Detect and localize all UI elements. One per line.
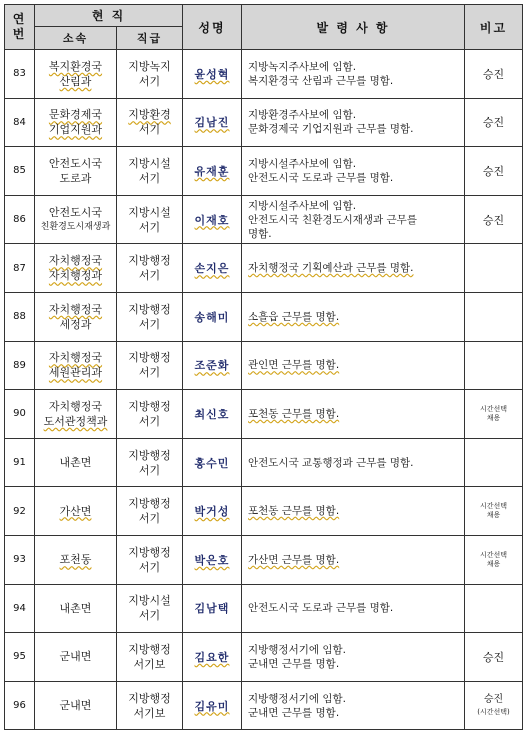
note-cell — [465, 244, 523, 293]
dept-cell: 문화경제국 기업지원과 — [35, 98, 117, 147]
table-row — [5, 195, 523, 244]
note-cell: 승진 — [465, 147, 523, 196]
dept-cell: 군내면 — [35, 633, 117, 682]
grade-cell: 지방시설 서기 — [117, 584, 183, 633]
detail-cell: 소흘읍 근무를 명함. — [242, 292, 465, 341]
row-number: 95 — [5, 633, 35, 682]
appointment-table — [4, 4, 523, 730]
table-row — [5, 341, 523, 390]
note-cell: 시간선택 채용 — [465, 487, 523, 536]
grade-cell: 지방녹지 서기 — [117, 50, 183, 99]
name-cell: 최신호 — [183, 390, 242, 439]
detail-cell: 가산면 근무를 명함. — [242, 535, 465, 584]
detail-cell: 포천동 근무를 명함. — [242, 487, 465, 536]
detail-cell: 지방환경주사보에 임함. 문화경제국 기업지원과 근무를 명함. — [242, 98, 465, 147]
note-cell: 승진 (시간선택) — [465, 681, 523, 730]
row-number: 91 — [5, 438, 35, 487]
detail-cell: 안전도시국 도로과 근무를 명함. — [242, 584, 465, 633]
table-row — [5, 147, 523, 196]
dept-cell: 안전도시국 친환경도시재생과 — [35, 195, 117, 244]
table-row — [5, 633, 523, 682]
row-number: 90 — [5, 390, 35, 439]
detail-cell: 지방시설주사보에 임함. 안전도시국 친환경도시재생과 근무를 명함. — [242, 195, 465, 244]
current-post-header: 현 직 — [35, 5, 183, 27]
detail-cell: 안전도시국 교통행정과 근무를 명함. — [242, 438, 465, 487]
note-cell: 승진 — [465, 98, 523, 147]
dept-cell: 안전도시국 도로과 — [35, 147, 117, 196]
table-row — [5, 681, 523, 730]
row-number: 89 — [5, 341, 35, 390]
appointment-table-page — [4, 4, 522, 747]
row-number: 92 — [5, 487, 35, 536]
table-row — [5, 438, 523, 487]
seq-header: 연번 — [5, 5, 35, 50]
table-row — [5, 244, 523, 293]
table-row — [5, 487, 523, 536]
row-number: 93 — [5, 535, 35, 584]
name-cell: 김요한 — [183, 633, 242, 682]
grade-cell: 지방행정 서기 — [117, 292, 183, 341]
grade-cell: 지방행정 서기보 — [117, 681, 183, 730]
name-header: 성명 — [183, 5, 242, 50]
grade-cell: 지방시설 서기 — [117, 147, 183, 196]
note-cell: 시간선택 채용 — [465, 390, 523, 439]
note-cell: 승진 — [465, 633, 523, 682]
grade-cell: 지방행정 서기보 — [117, 633, 183, 682]
note-cell — [465, 292, 523, 341]
grade-cell: 지방행정 서기 — [117, 244, 183, 293]
detail-cell: 지방행정서기에 임함. 군내면 근무를 명함. — [242, 633, 465, 682]
grade-cell: 지방행정 서기 — [117, 341, 183, 390]
name-cell: 윤성혁 — [183, 50, 242, 99]
dept-cell: 자치행정국 세정과 — [35, 292, 117, 341]
grade-cell: 지방행정 서기 — [117, 390, 183, 439]
note-cell: 승진 — [465, 50, 523, 99]
note-cell — [465, 438, 523, 487]
grade-header: 직급 — [117, 27, 183, 50]
detail-cell: 지방행정서기에 임함. 군내면 근무를 명함. — [242, 681, 465, 730]
row-number: 96 — [5, 681, 35, 730]
detail-cell: 지방시설주사보에 임함. 안전도시국 도로과 근무를 명함. — [242, 147, 465, 196]
table-row — [5, 584, 523, 633]
detail-cell: 지방녹지주사보에 임함. 복지환경국 산림과 근무를 명함. — [242, 50, 465, 99]
table-row — [5, 390, 523, 439]
grade-cell: 지방환경 서기 — [117, 98, 183, 147]
dept-cell: 군내면 — [35, 681, 117, 730]
dept-cell: 자치행정국 세원관리과 — [35, 341, 117, 390]
grade-cell: 지방행정 서기 — [117, 487, 183, 536]
name-cell: 송해미 — [183, 292, 242, 341]
note-cell: 승진 — [465, 195, 523, 244]
detail-cell: 관인면 근무를 명함. — [242, 341, 465, 390]
note-header: 비고 — [465, 5, 523, 50]
name-cell: 박거성 — [183, 487, 242, 536]
grade-cell: 지방행정 서기 — [117, 438, 183, 487]
name-cell: 손지은 — [183, 244, 242, 293]
name-cell: 홍수민 — [183, 438, 242, 487]
note-cell: 시간선택 채용 — [465, 535, 523, 584]
name-cell: 김남택 — [183, 584, 242, 633]
row-number: 85 — [5, 147, 35, 196]
row-number: 86 — [5, 195, 35, 244]
grade-cell: 지방행정 서기 — [117, 535, 183, 584]
detail-cell: 포천동 근무를 명함. — [242, 390, 465, 439]
row-number: 84 — [5, 98, 35, 147]
name-cell: 김남진 — [183, 98, 242, 147]
table-row — [5, 50, 523, 99]
note-cell — [465, 341, 523, 390]
name-cell: 김유미 — [183, 681, 242, 730]
name-cell: 조준화 — [183, 341, 242, 390]
name-cell: 유재훈 — [183, 147, 242, 196]
dept-cell: 자치행정국 자치행정과 — [35, 244, 117, 293]
dept-cell: 내촌면 — [35, 584, 117, 633]
name-cell: 이재호 — [183, 195, 242, 244]
row-number: 83 — [5, 50, 35, 99]
table-row — [5, 292, 523, 341]
name-cell: 박은호 — [183, 535, 242, 584]
row-number: 88 — [5, 292, 35, 341]
detail-header: 발 령 사 항 — [242, 5, 465, 50]
table-row — [5, 98, 523, 147]
detail-cell: 자치행정국 기획예산과 근무를 명함. — [242, 244, 465, 293]
dept-header: 소속 — [35, 27, 117, 50]
dept-cell: 내촌면 — [35, 438, 117, 487]
row-number: 87 — [5, 244, 35, 293]
dept-cell: 자치행정국 도서관정책과 — [35, 390, 117, 439]
dept-cell: 가산면 — [35, 487, 117, 536]
dept-cell: 포천동 — [35, 535, 117, 584]
table-row — [5, 535, 523, 584]
note-cell — [465, 584, 523, 633]
row-number: 94 — [5, 584, 35, 633]
grade-cell: 지방시설 서기 — [117, 195, 183, 244]
dept-cell: 복지환경국 산림과 — [35, 50, 117, 99]
